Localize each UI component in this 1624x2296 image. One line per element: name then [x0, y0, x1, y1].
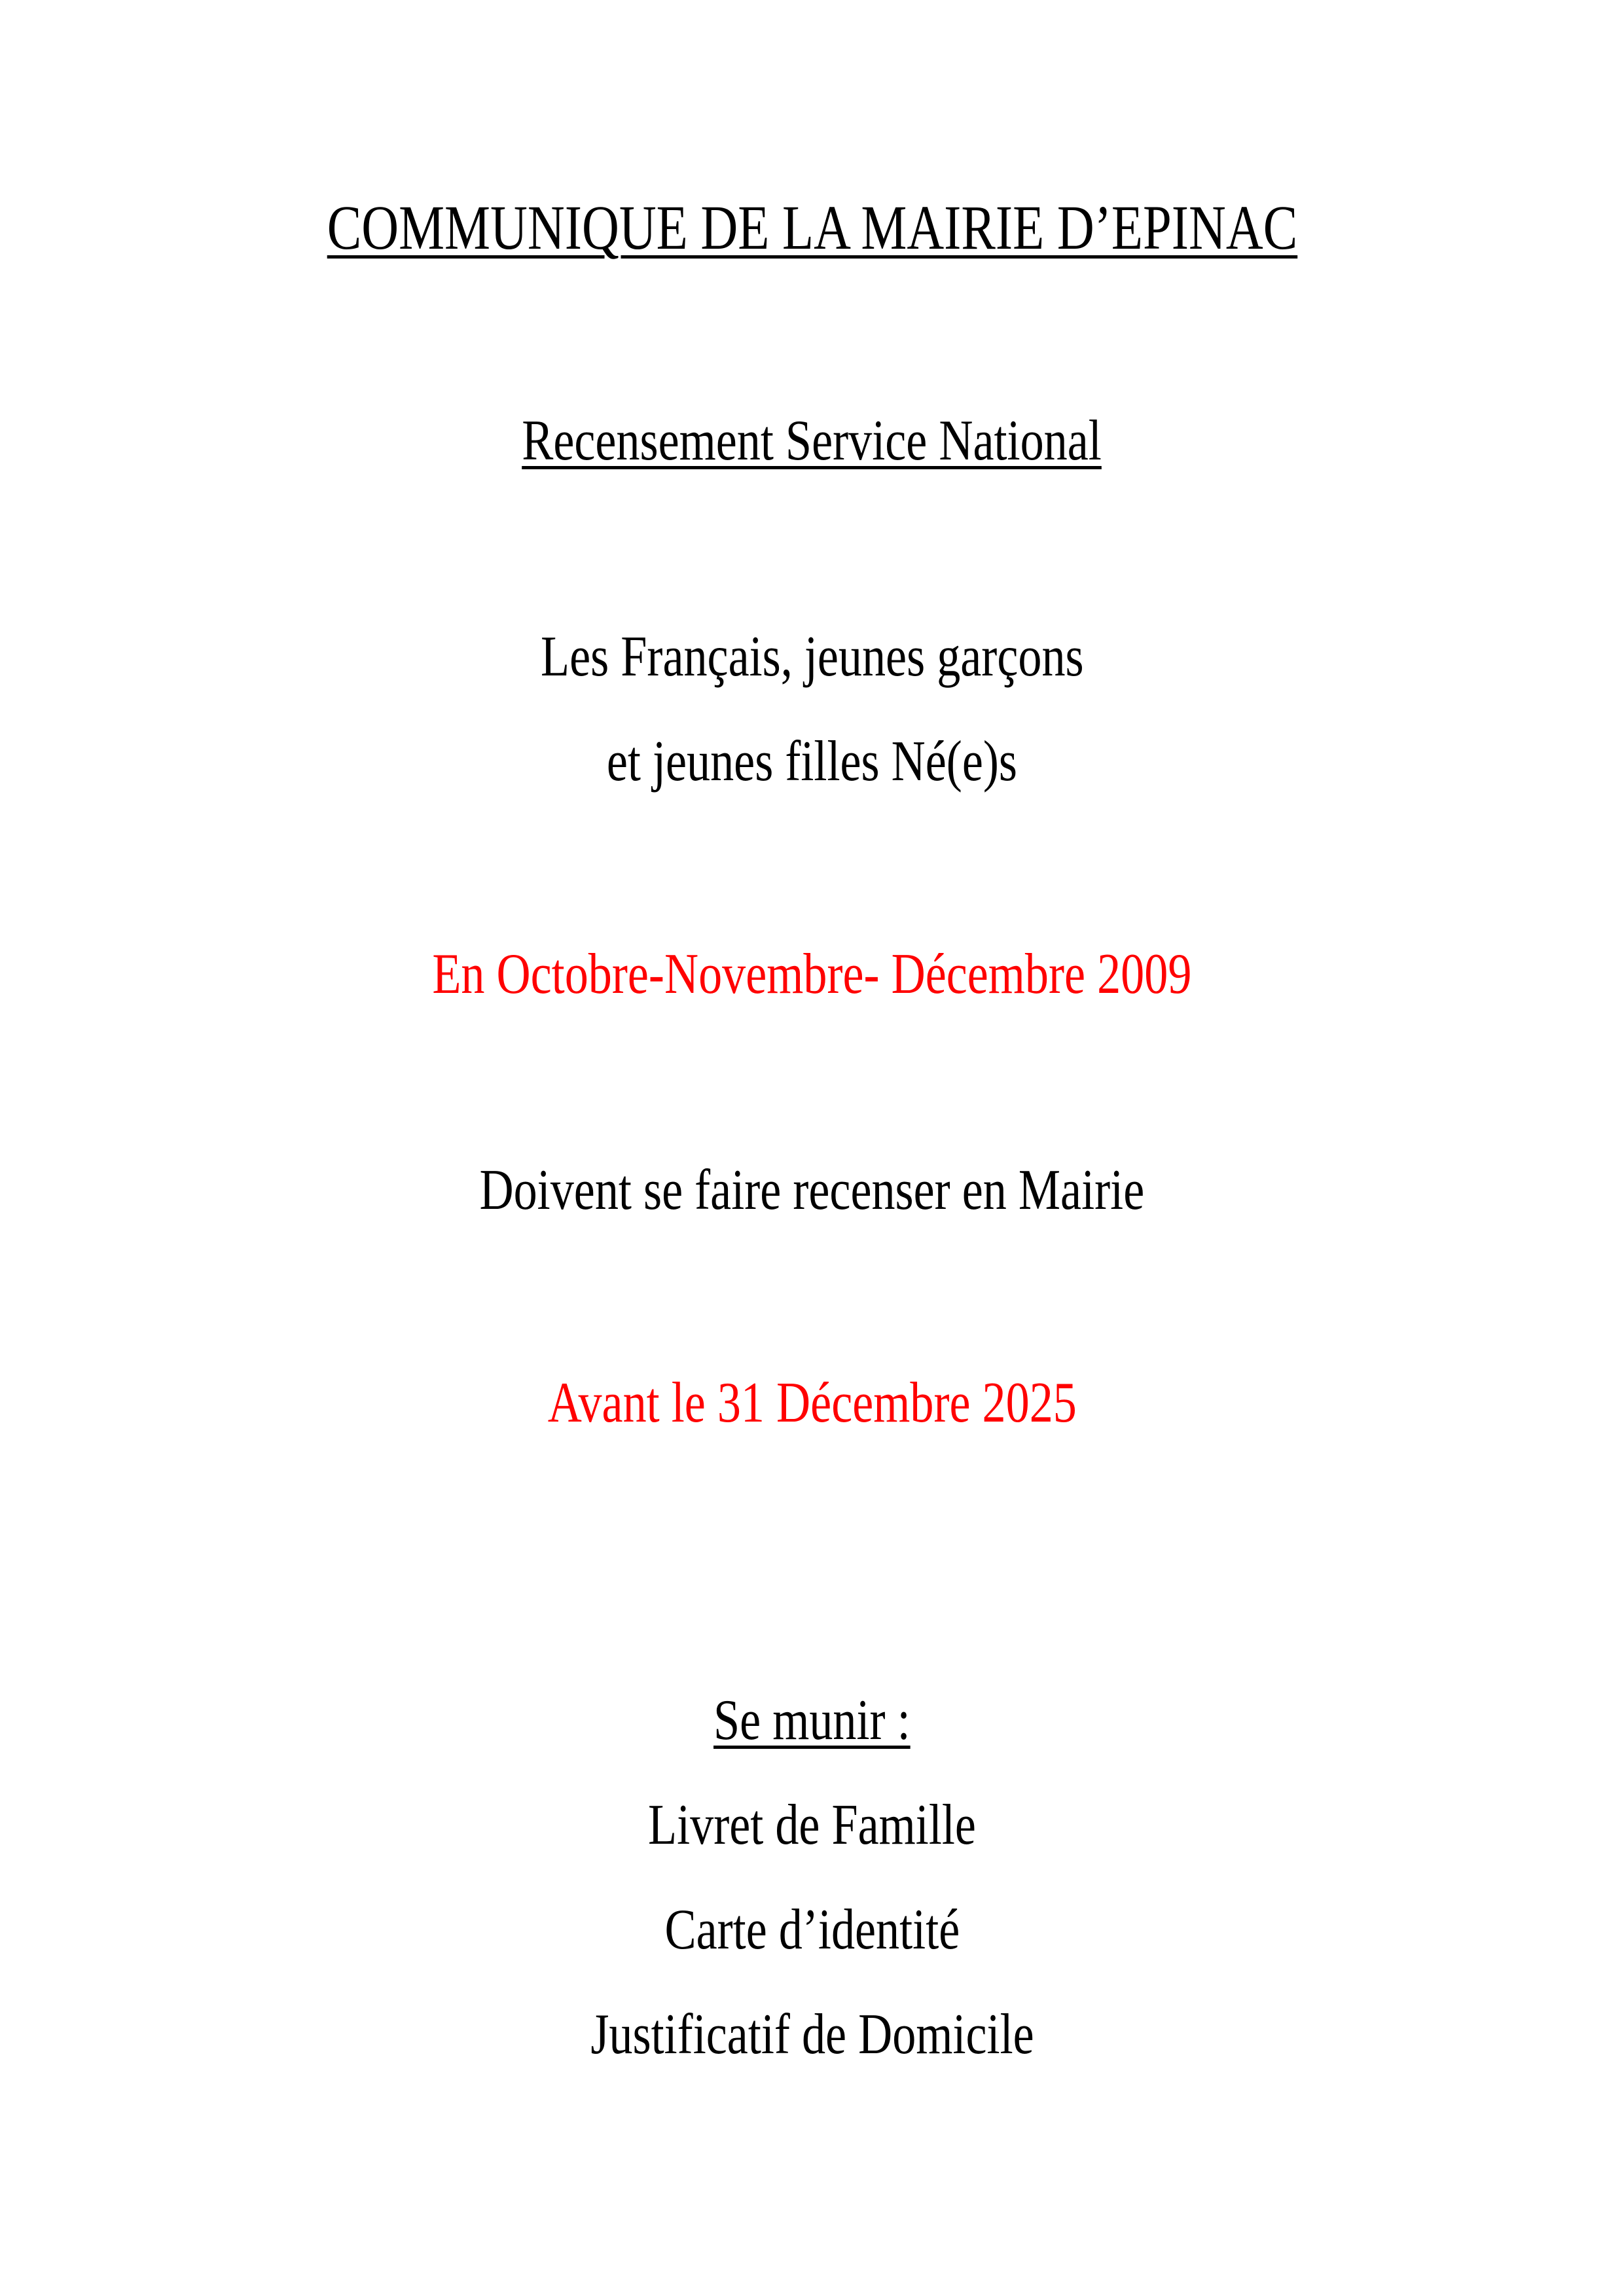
document-subtitle: [0, 409, 1624, 473]
intro-line-1: [0, 625, 1624, 689]
birth-period: [0, 942, 1624, 1006]
required-document-proof-of-address: Justificatif de Domicile: [590, 2003, 1034, 2066]
intro-line-2: [0, 730, 1624, 793]
required-document-item: [0, 1793, 1624, 1857]
required-document-item: [0, 2003, 1624, 2066]
document-title-text: COMMUNIQUE DE LA MAIRIE D’EPINAC: [327, 192, 1297, 262]
document-subtitle-text: Recensement Service National: [522, 409, 1102, 473]
required-document-family-booklet: Livret de Famille: [648, 1793, 976, 1857]
documents-heading-text: Se munir :: [713, 1689, 911, 1752]
intro-line-2-text: et jeunes filles Né(e)s: [606, 730, 1018, 793]
instruction: [0, 1158, 1624, 1222]
required-document-id-card: Carte d’identité: [664, 1898, 960, 1962]
documents-heading: [0, 1689, 1624, 1752]
deadline-text: Avant le 31 Décembre 2025: [547, 1371, 1077, 1435]
required-document-item: [0, 1898, 1624, 1962]
deadline: [0, 1371, 1624, 1435]
intro-line-1-text: Les Français, jeunes garçons: [540, 625, 1084, 689]
birth-period-text: En Octobre-Novembre- Décembre 2009: [432, 942, 1192, 1006]
document-title: [0, 192, 1624, 262]
instruction-text: Doivent se faire recenser en Mairie: [479, 1158, 1145, 1222]
